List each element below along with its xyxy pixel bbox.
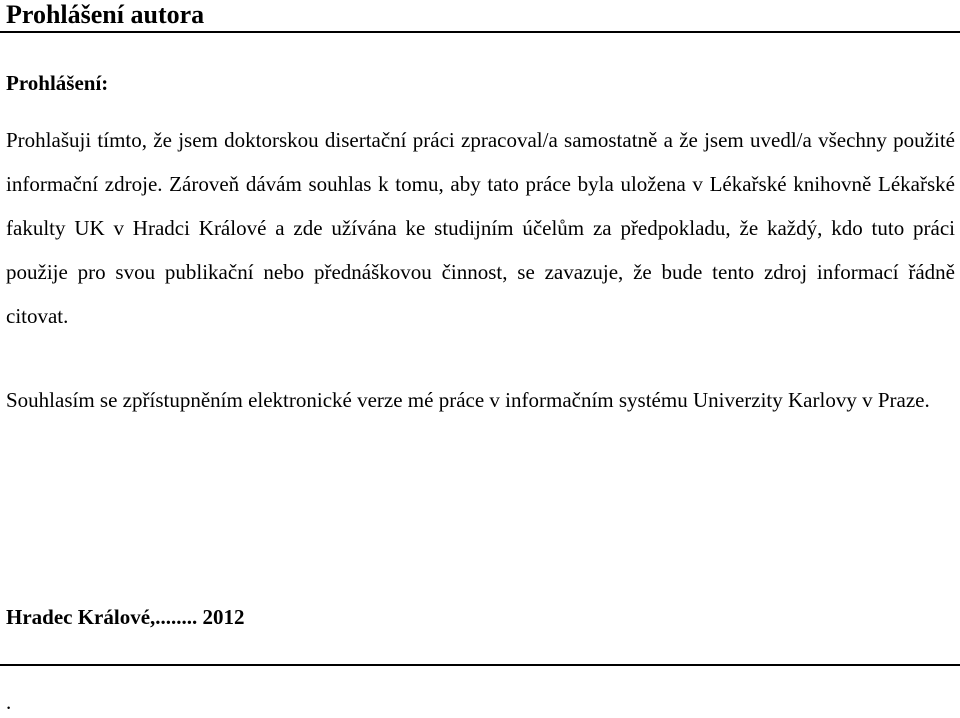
section-heading: Prohlášení: <box>6 71 109 95</box>
consent-paragraph: Souhlasím se zpřístupněním elektronické verze mé práce v informačním systému Univerzity Karlovy v Praze. <box>6 388 930 412</box>
title-divider <box>0 31 960 33</box>
trailing-mark: . <box>6 690 12 714</box>
document-title: Prohlášení autora <box>6 0 205 29</box>
place-date-line: Hradec Králové,........ 2012 <box>6 605 245 629</box>
declaration-paragraph: Prohlašuji tímto, že jsem doktorskou disertační práci zpracoval/a samostatně a že jsem uvedl/a všechny použité informační zdroje. Zároveň dávám souhlas k tomu, aby tato práce byla uložena v Lékařské knihovně Lékařské fakulty UK v Hradci Králové a zde užívána ke studijním účelům za předpokladu, že každý, kdo tuto práci použije pro svou publikační nebo přednáškovou činnost, se zavazuje, že bude tento zdroj informací řádně citovat. <box>6 128 955 328</box>
signature-divider <box>0 664 960 666</box>
